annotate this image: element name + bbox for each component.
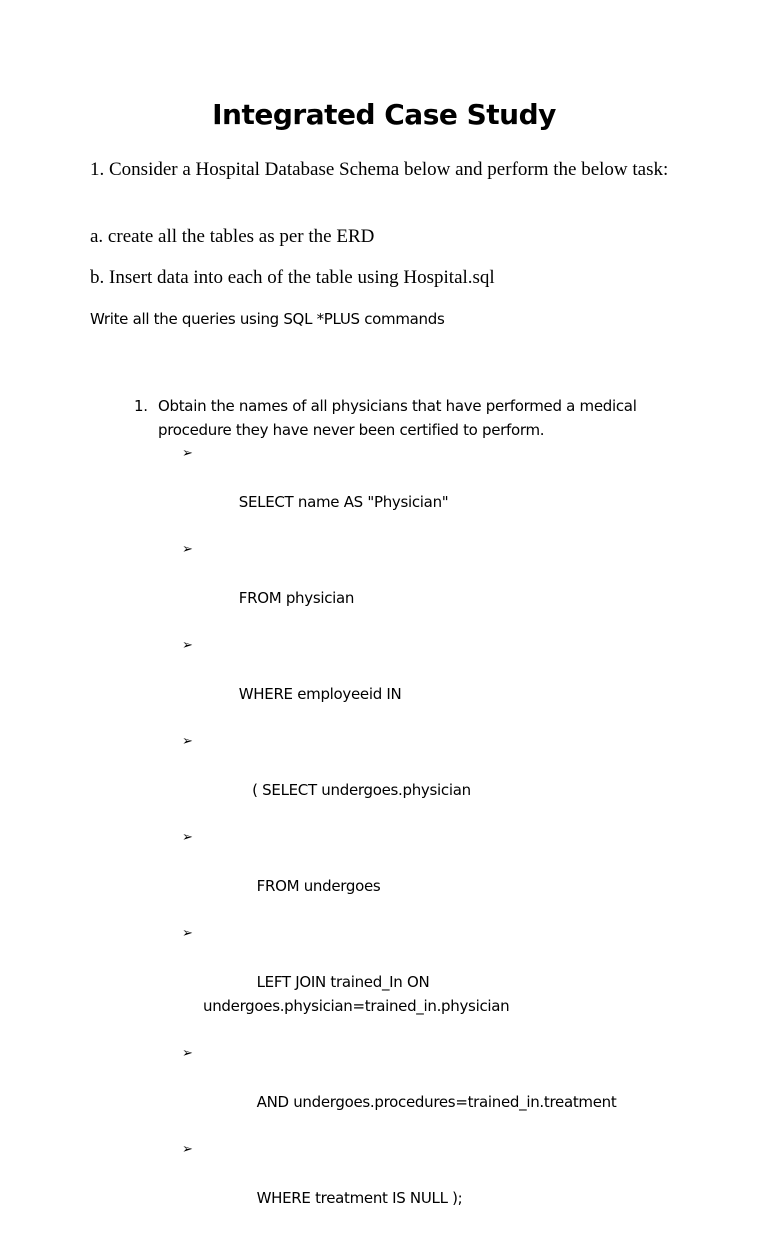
sqlplus-note: Write all the queries using SQL *PLUS commands [90,310,445,328]
sql-line-text: LEFT JOIN trained_In ON undergoes.physician=trained_in.physician [203,973,510,1015]
question-heading [134,394,654,442]
question-text: Obtain the names of all physicians that have performed a medical procedure they have never been certified to perform. [158,397,637,439]
question-number: 1. [134,397,148,415]
sql-line-text: FROM physician [238,589,355,607]
sql-line [134,922,654,1042]
sql-line-text: WHERE employeeid IN [238,685,402,703]
sql-line-text: ( SELECT undergoes.physician [238,781,471,799]
sql-line [134,1042,654,1138]
sql-line-text: FROM undergoes [238,877,381,895]
sql-line-text: SELECT name AS "Physician" [238,493,449,511]
step-a: a. create all the tables as per the ERD [90,226,375,247]
sql-line-text: WHERE treatment IS NULL ); [238,1189,463,1207]
arrow-bullet-icon: ➢ [182,1142,193,1157]
step-b: b. Insert data into each of the table using Hospital.sql [90,267,495,288]
sql-line [134,538,654,634]
arrow-bullet-icon: ➢ [182,926,193,941]
sql-line [134,730,654,826]
question-block [134,394,654,1234]
arrow-bullet-icon: ➢ [182,830,193,845]
arrow-bullet-icon: ➢ [182,446,193,461]
sql-line [134,1138,654,1234]
sql-line [134,442,654,538]
arrow-bullet-icon: ➢ [182,1046,193,1061]
sql-line [134,634,654,730]
sql-line [134,826,654,922]
sql-line-text: AND undergoes.procedures=trained_in.treatment [238,1093,617,1111]
task-instruction: 1. Consider a Hospital Database Schema below and perform the below task: [90,159,669,180]
arrow-bullet-icon: ➢ [182,734,193,749]
arrow-bullet-icon: ➢ [182,542,193,557]
document-title: Integrated Case Study [212,98,556,131]
sql-query-list [134,442,654,1234]
arrow-bullet-icon: ➢ [182,638,193,653]
